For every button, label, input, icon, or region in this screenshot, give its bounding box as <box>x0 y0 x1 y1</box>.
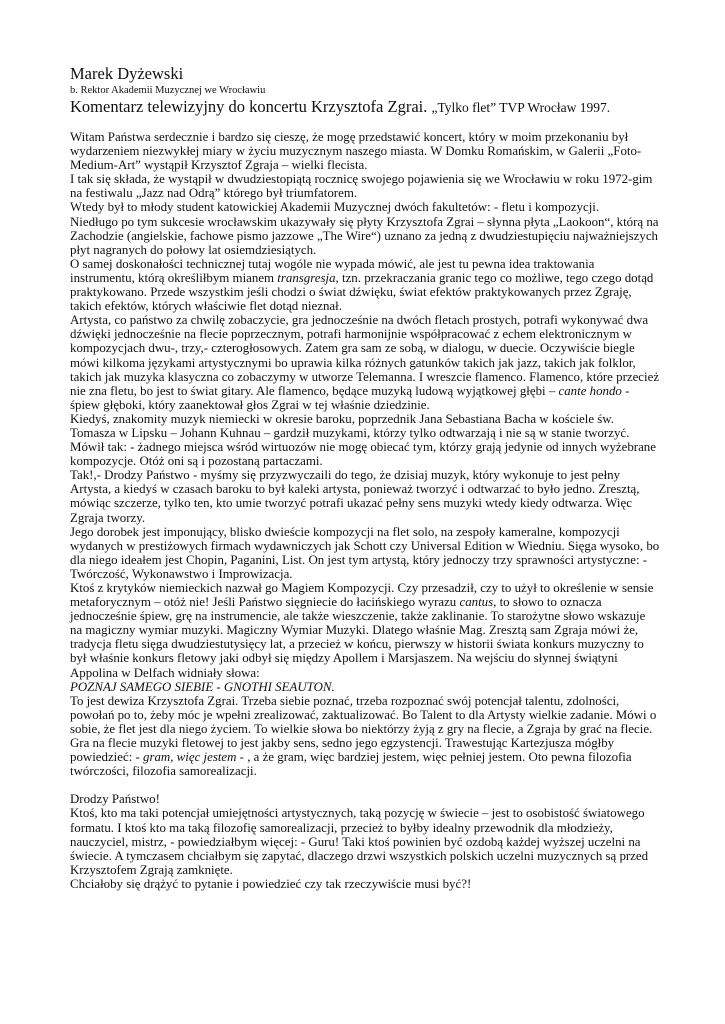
paragraph-10-text-b: to słowo to oznacza jednocześnie śpiew, grę na instrumencie, ale także wieszczenie, także zaklinanie. To starożytne słowo wskazuje na magiczny wymiar muzyki. Magiczny Wymiar Muzyki. Dlatego właśnie Mag. Zresztą sam Zgraja mówi że, tradycja fletu sięga dwudziestutysięcy lat, a przecież w końcu, pierwszy w historii świata konkurs muzyczny to był właśnie konkurs fletowy jaki odbył się między Apollem i Marsjaszem. Na wejściu do słynnej świątyni Appolina w Delfach widniały słowa: <box>70 595 646 680</box>
paragraph-13: Chciałoby się drążyć to pytanie i powiedzieć czy tak rzeczywiście musi być?! <box>70 876 472 891</box>
paragraph-4: Niedługo po tym sukcesie wrocławskim ukazywały się płyty Krzysztofa Zgrai – słynna płyta „Laokoon“, którą na Zachodzie (angielskie, fachowe pismo jazzowe „The Wire“) uznano za jedną z dwudziestupięciu najważniejszych płyt nagranych do połowy lat osiemdziesiątych. <box>70 214 659 257</box>
paragraph-11-text-b: a że gram, więc bardziej jestem, więc pełniej jestem. Oto pewna filozofia twórczości, filozofia samorealizacji. <box>70 750 632 779</box>
paragraph-5-text-a: O samej doskonałości technicznej tutaj wogóle nie wypada mówić, ale jest tu pewna idea traktowania instrumentu, którą określiłbym mianem <box>70 256 595 285</box>
paragraph-10-text-a: Ktoś z krytyków niemieckich nazwał go Magiem Kompozycji. Czy przesadził, czy to użył to określenie w sensie metaforycznym – otóż nie! Jeśli Państwo sięgniecie do łacińskiego wyrazu <box>70 581 654 610</box>
paragraph-10 <box>70 581 660 680</box>
paragraph-gap <box>70 778 660 792</box>
document-title <box>70 97 660 118</box>
title-subtitle: „Tylko flet” TVP Wrocław 1997. <box>431 100 611 115</box>
paragraph-12: Ktoś, kto ma taki potencjał umiejętności artystycznych, taką pozycję w świecie – jest to osobistość światowego formatu. I ktoś kto ma taką filozofię samorealizacji, przecież to byłby idealny przewodnik dla młodzieży, nauczyciel, mistrz, - powiedziałbym więcej: - Guru! Taki ktoś powinien być ozdobą każdej wyższej uczelni na świecie. A tymczasem chciałbym się zapytać, dlaczego drzwi wszystkich polskich uczelni muzycznych są przed Krzysztofem Zgrają zamknięte. <box>70 806 649 877</box>
title-main: Komentarz telewizyjny do koncertu Krzysztofa Zgrai. <box>70 97 428 116</box>
paragraph-8: Tak!,- Drodzy Państwo - myśmy się przyzwyczaili do tego, że dzisiaj muzyk, który wykonuje to jest pełny Artysta, a kiedyś w czasach baroku to był kaleki artysta, ponieważ tworzyć i odtwarzać to było jedno. Zresztą, mówiąc szczerze, tylko ten, kto umie tworzyć potrafi ukazać pełny sens muzyki wtedy kiedy odtwarza. Więc Zgraja tworzy. <box>70 468 640 525</box>
paragraph-11-text-a: To jest dewiza Krzysztofa Zgrai. Trzeba siebie poznać, trzeba rozpoznać swój potencjał talentu, zdolności, powołań po to, żeby móc je wpełni zrealizować, zaktualizować. Bo Talent to dla Artysty wielkie zadanie. Mówi o sobie, że flet jest dla niego życiem. To wielkie słowa bo niektórzy żyją z gry na flecie, a Zgraja by grać na flecie. Gra na flecie muzyki fletowej to jest jakby sens, sedno jego egzystencji. Trawestując Kartezjusza mógłby powiedzieć: - <box>70 693 657 765</box>
paragraph-5 <box>70 257 660 313</box>
paragraph-7: Kiedyś, znakomity muzyk niemiecki w okresie baroku, poprzednik Jana Sebastiana Bacha w kościele św. Tomasza w Lipsku – Johann Kuhnau – gardził muzykami, którzy tylko odtwarzają i nie są w stanie tworzyć. Mówił tak: - żadnego miejsca wśród wirtuozów nie mogę obiecać tym, którzy grają jedynie od innych wyżebrane kompozycje. Otóż oni są i pozostaną partaczami. <box>70 411 656 469</box>
paragraph-9: Jego dorobek jest imponujący, blisko dwieście kompozycji na flet solo, na zespoły kameralne, kompozycji wydanych w prestiżowych firmach wydawniczych jak Schott czy Universal Edition w Wiedniu. Sięga wysoko, bo dla niego ideałem jest Chopin, Paganini, List. On jest tym artystą, który jednoczy trzy sprawności artystyczne: - Twórczość, Wykonawstwo i Improwizacja. <box>70 524 660 581</box>
paragraph-6-text-a: Artysta, co państwo za chwilę zobaczycie, gra jednocześnie na dwóch fletach prostych, potrafi wykonywać dwa dźwięki jednocześnie na flecie poprzecznym, potrafi harmonijnie współpracować z echem elektronicznym w kompozycjach dwu-, trzy,- czterogłosowych. Zatem gra sam ze sobą, w dialogu, w duecie. Oczywiście biegle mówi kilkoma językami artystycznymi bo uprawia kilka różnych gatunków takich jak jazz, takich jak folklor, takich jak muzyka klasyczna co zobaczymy w utworze Telemanna. I wreszcie flamenco. Flamenco, które przecież nie zna fletu, bo jest to świat gitary. Ale flamenco, będące muzyką ludową wyjątkowej głębi – <box>70 313 660 398</box>
paragraph-6 <box>70 313 660 412</box>
paragraph-6-italic: cante hondo <box>558 383 622 398</box>
paragraph-2: I tak się składa, że wystąpił w dwudziestopiątą rocznicę swojego pojawienia się we Wrocławiu w roku 1972-gim na festiwalu „Jazz nad Odrą” którego był triumfatorem. <box>70 172 653 201</box>
document-body <box>70 130 660 891</box>
paragraph-5-text-b: tzn. przekraczania granic tego co możliwe, tego czego dotąd praktykowano. Przede wszystkim jeśli chodzi o świat dźwięku, świat efektów praktykowanych przez Zgraję, takich efektów, których właściwie flet dotąd nieznał. <box>70 270 654 314</box>
author-name: Marek Dyżewski <box>70 64 184 83</box>
paragraph-5-italic: transgresja, <box>277 270 339 285</box>
author-affiliation: b. Rektor Akademii Muzycznej we Wrocławiu <box>70 85 266 96</box>
paragraph-11-italic: gram, więc jestem - , <box>143 750 251 765</box>
paragraph-11 <box>70 694 660 779</box>
document-page <box>70 64 660 891</box>
motto-line: POZNAJ SAMEGO SIEBIE - GNOTHI SEAUTON. <box>70 679 335 694</box>
paragraph-3: Wtedy był to młody student katowickiej Akademii Muzycznej dwóch fakultetów: - fletu i kompozycji. <box>70 200 600 215</box>
paragraph-10-italic: cantus, <box>459 595 497 610</box>
greeting-line: Drodzy Państwo! <box>70 792 160 807</box>
paragraph-6-text-b: - śpiew głęboki, który zaanektował głos Zgrai w tej właśnie dziedzinie. <box>70 383 630 412</box>
paragraph-1: Witam Państwa serdecznie i bardzo się cieszę, że mogę przedstawić koncert, który w moim przekonaniu był wydarzeniem niezwykłej miary w życiu muzycznym naszego miasta. W Domku Romańskim, w Galerii „Foto-Medium-Art” wystąpił Krzysztof Zgraja – wielki flecista. <box>70 130 642 173</box>
